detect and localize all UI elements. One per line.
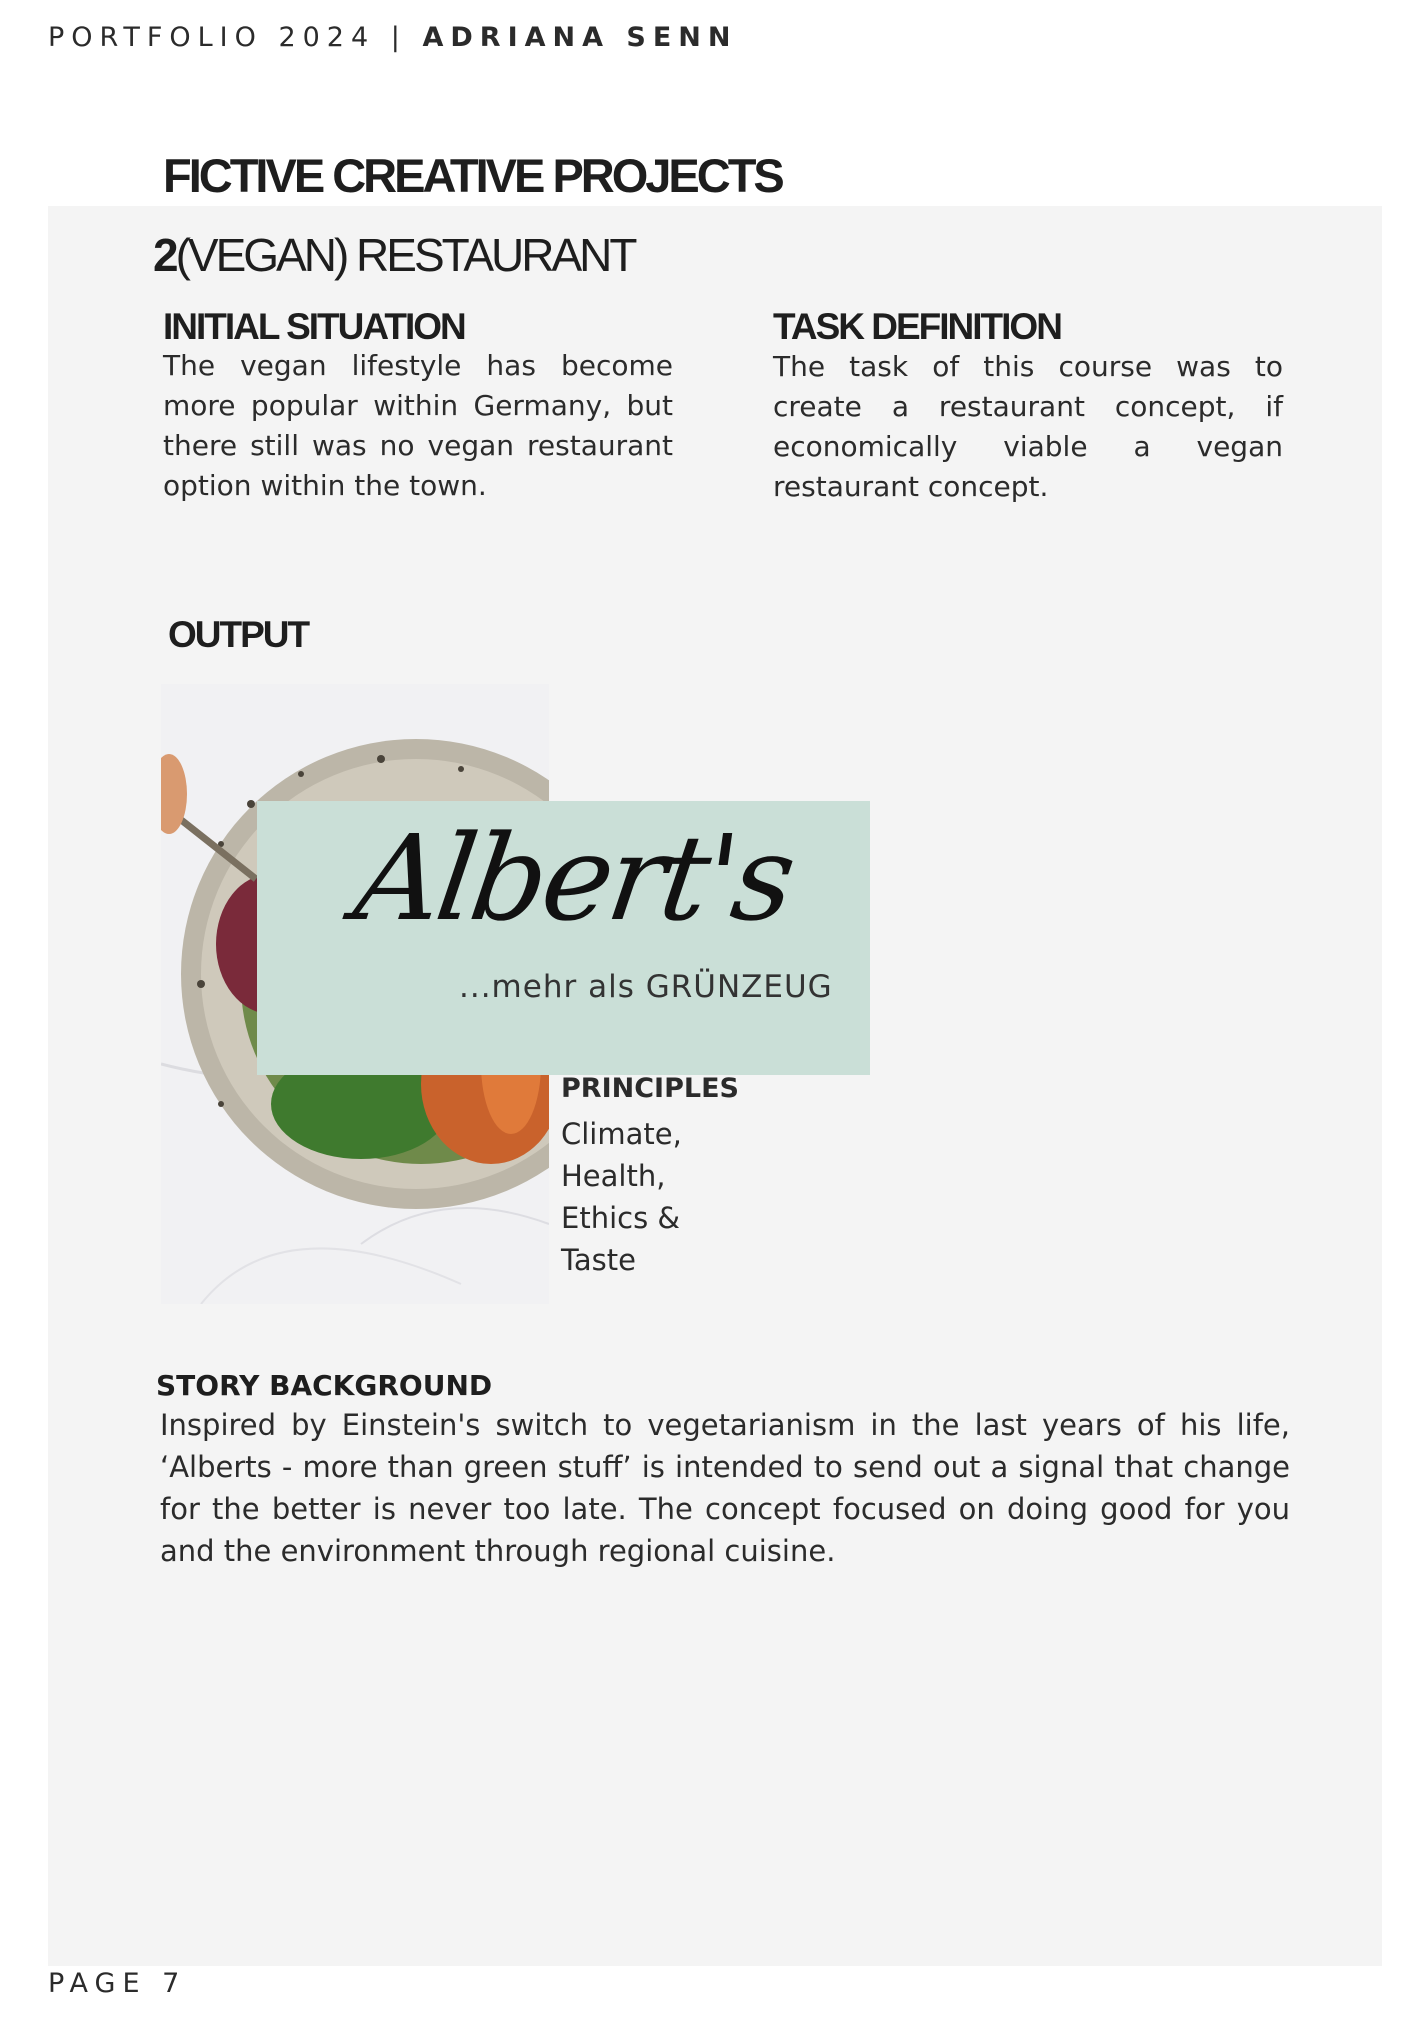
principle-item: Ethics & xyxy=(561,1201,681,1235)
portfolio-label: PORTFOLIO 2024 xyxy=(48,22,376,53)
story-background-text: Inspired by Einstein's switch to vegetarianism in the last years of his life, ‘Alberts - more than green stuff’ is intended to send out a signal that change for the better is never too late. The concept focused on doing good for you and the environment through regional cuisine. xyxy=(160,1408,1290,1568)
principles-list xyxy=(561,1113,682,1281)
principle-item: Health, xyxy=(561,1159,666,1193)
principles-title: PRINCIPLES xyxy=(561,1073,739,1104)
task-definition-text: The task of this course was to create a restaurant concept, if economically viable a vegan restaurant concept. xyxy=(773,350,1283,503)
logo-tagline: ...mehr als GRÜNZEUG xyxy=(459,969,833,1005)
project-title xyxy=(153,228,634,282)
output-heading: OUTPUT xyxy=(168,614,309,655)
alberts-logo-card xyxy=(257,801,870,1075)
page-header xyxy=(48,22,738,53)
project-name: (VEGAN) RESTAURANT xyxy=(175,229,635,281)
initial-situation-text: The vegan lifestyle has become more popular within Germany, but there still was no vegan restaurant option within the town. xyxy=(163,349,673,502)
header-separator: | xyxy=(390,22,407,53)
page-number: PAGE 7 xyxy=(48,1968,187,1999)
principle-item: Taste xyxy=(561,1243,637,1277)
principle-item: Climate, xyxy=(561,1117,682,1151)
task-definition-heading: TASK DEFINITION xyxy=(773,306,1061,347)
alberts-logo-wordmark: Albert's xyxy=(347,809,800,947)
story-background-heading: STORY BACKGROUND xyxy=(156,1369,493,1402)
section-title: FICTIVE CREATIVE PROJECTS xyxy=(163,149,782,202)
initial-situation-heading: INITIAL SITUATION xyxy=(163,306,465,347)
author-name: ADRIANA SENN xyxy=(422,22,738,53)
project-number: 2 xyxy=(153,229,176,281)
